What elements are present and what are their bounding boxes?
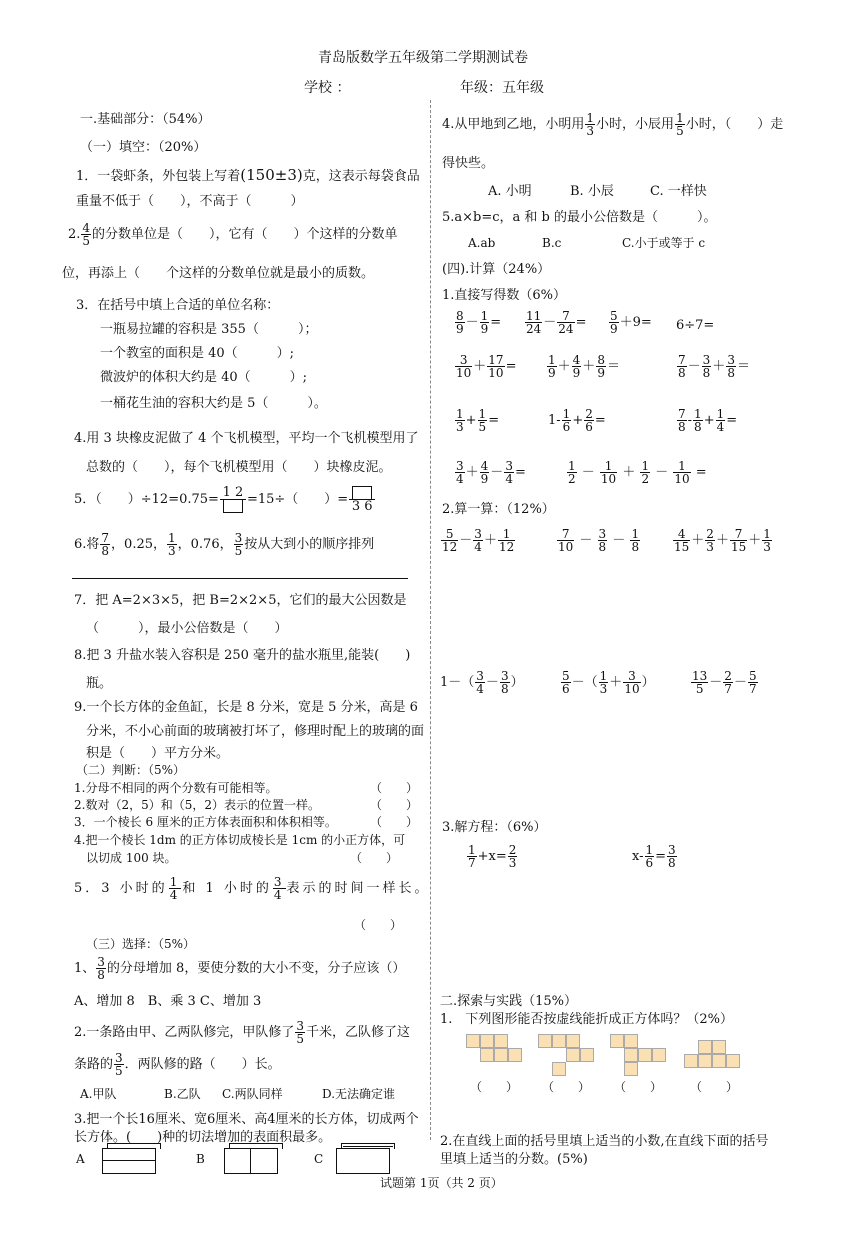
fill-heading: （一）填空：（20%） — [80, 140, 207, 155]
choice-q1-options: A、增加 8 B、乘 3 C、增加 3 — [74, 994, 262, 1009]
equation-2: x- $\frac{1}{6}$ = $\frac{3}{8}$ — [632, 843, 676, 870]
calc-s2-a: $\frac{5}{12}$ － $\frac{3}{4}$ ＋ $\frac{1}{12}$ — [442, 527, 515, 554]
fill-q7-line1: 7．把 A=2×3×5，把 B=2×2×5，它们的最大公因数是 — [74, 593, 407, 608]
fill-q9-line2: 分米，不小心前面的玻璃被打坏了，修理时配上的玻璃的面 — [86, 724, 425, 739]
calc-row-3a: $\frac{1}{3}$ + $\frac{1}{5}$ = — [456, 407, 500, 434]
page-title: 青岛版数学五年级第二学期测试卷 — [318, 50, 528, 66]
fill-q2-line1: 2. $\frac{4}{5}$ 的分数单位是（ ），它有（ ）个这样的分数单 — [68, 221, 398, 248]
choice-q4-opt-c[interactable]: C. 一样快 — [650, 184, 707, 199]
choice-q5-opt-a[interactable]: A.ab — [468, 236, 496, 250]
page-footer: 试题第 1页（共 2 页） — [380, 1176, 503, 1190]
choice-q3-opt-a[interactable]: A — [76, 1152, 85, 1166]
fill-q5: 5．（ ）÷12=0.75= 1 2 =15÷（ ）= 3 6 — [74, 486, 376, 513]
choice-q2-opt-a[interactable]: A.甲队 — [80, 1087, 117, 1101]
choice-q2-opt-d[interactable]: D.无法确定谁 — [322, 1087, 396, 1101]
judge-heading: （二）判断：（5%） — [76, 763, 186, 777]
choice-q4-line1: 4.从甲地到乙地，小明用 $\frac{1}{3}$ 小时，小辰用 $\frac{1}{5}$ 小时，（ ）走 — [442, 111, 784, 138]
fill-q3: 3．在括号中填上合适的单位名称： — [76, 298, 280, 313]
calc-s2-f: $\frac{13}{5}$ － $\frac{2}{7}$ － $\frac{5}{7}$ — [692, 669, 757, 696]
choice-q4-opt-b[interactable]: B. 小辰 — [570, 184, 614, 199]
net-3-paren[interactable]: （ ） — [614, 1080, 663, 1094]
choice-q5-opt-b[interactable]: B.c — [542, 236, 562, 250]
calc-row-3c: $\frac{7}{8}$ - $\frac{1}{8}$ + $\frac{1}{4}$ = — [678, 407, 738, 434]
calc-s2-b: $\frac{7}{10}$ － $\frac{3}{8}$ － $\frac{1}{8}$ — [558, 527, 640, 554]
judge-q5: 5．3 小时的 $\frac{1}{4}$ 和 1 小时的 $\frac{3}{4}$ 表示的时间一样长。 — [74, 875, 431, 902]
choice-q5-opt-c[interactable]: C.小于或等于 c — [622, 236, 706, 250]
fill-q4-line2: 总数的（ ），每个飞机模型用（ ）块橡皮泥。 — [86, 460, 392, 475]
choice-q5: 5.a×b=c，a 和 b 的最小公倍数是（ ）。 — [442, 210, 717, 225]
section-2-heading: 二.探索与实践（15%） — [440, 994, 578, 1009]
calc-s3-heading: 3.解方程：（6%） — [442, 820, 547, 835]
choice-q3-opt-b[interactable]: B — [196, 1152, 205, 1166]
calc-row-1c: $\frac{5}{9}$ ＋9= — [610, 309, 652, 336]
cuboid-b-diagram — [224, 1148, 278, 1174]
choice-q2-line2: 条路的 $\frac{3}{5}$ ．两队修的路（ ）长。 — [74, 1051, 281, 1078]
net-4-paren[interactable]: （ ） — [690, 1080, 739, 1094]
calc-s2-d: 1－（ $\frac{3}{4}$ － $\frac{3}{8}$ ） — [440, 669, 524, 696]
calc-row-1b: $\frac{11}{24}$ － $\frac{7}{24}$ = — [526, 309, 587, 336]
fill-q8-line2: 瓶。 — [86, 676, 113, 691]
column-divider — [430, 100, 431, 1140]
explore-q2-line2: 里填上适当的分数。(5%) — [440, 1152, 588, 1167]
calc-row-1a: $\frac{8}{9}$ － $\frac{1}{9}$ = — [456, 309, 502, 336]
choice-q3-opt-c[interactable]: C — [314, 1152, 324, 1166]
judge-q4-line1: 4.把一个棱长 1dm 的正方体切成棱长是 1cm 的小正方体，可 — [74, 833, 406, 847]
grade-label: 年级：五年级 — [460, 80, 544, 96]
section-1-heading: 一.基础部分：（54%） — [80, 112, 211, 127]
choice-q3-line1: 3.把一个长16厘米、宽6厘米、高4厘米的长方体，切成两个 — [74, 1112, 419, 1127]
judge-q5-paren[interactable]: （ ） — [354, 918, 403, 932]
choice-q1: 1、 $\frac{3}{8}$ 的分母增加 8，要使分数的大小不变，分子应该（） — [74, 955, 406, 982]
fill-q9-line1: 9.一个长方体的金鱼缸，长是 8 分米，宽是 5 分米，高是 6 — [74, 700, 418, 715]
judge-q1-paren[interactable]: （ ） — [370, 781, 419, 795]
judge-q3: 3．一个棱长 6 厘米的正方体表面积和体积相等。 — [74, 815, 337, 829]
fill-q8-line1: 8.把 3 升盐水装入容积是 250 毫升的盐水瓶里,能装( ) — [74, 648, 411, 663]
choice-q3-line2: 长方体。( )种的切法增加的表面积最多。 — [74, 1130, 332, 1145]
choice-q2-opt-c[interactable]: C.两队同样 — [222, 1087, 283, 1101]
fill-q3a: 一瓶易拉罐的容积是 355（ ）； — [100, 322, 318, 337]
fill-q6: 6.将 $\frac{7}{8}$ ，0.25， $\frac{1}{3}$ ，0.76， $\frac{3}{5}$ 按从大到小的顺序排列 — [74, 531, 375, 558]
fill-q2-line2: 位，再添上（ 个这样的分数单位就是最小的质数。 — [62, 266, 375, 281]
calc-row-4a: $\frac{3}{4}$ ＋ $\frac{4}{9}$ － $\frac{3}{4}$ = — [456, 459, 526, 486]
calc-row-2a: $\frac{3}{10}$ ＋ $\frac{17}{10}$ = — [456, 353, 517, 380]
fill-q3b: 一个教室的面积是 40（ ）; — [100, 346, 295, 361]
calc-row-1d: 6÷7= — [676, 318, 715, 333]
calc-s2-e: $\frac{5}{6}$ －（ $\frac{1}{3}$ ＋ $\frac{3}{10}$ ） — [562, 669, 655, 696]
fill-q4-line1: 4.用 3 块橡皮泥做了 4 个飞机模型，平均一个飞机模型用了 — [74, 431, 419, 446]
cuboid-c-diagram — [336, 1148, 390, 1174]
calc-row-3b: 1- $\frac{1}{6}$ + $\frac{2}{6}$ = — [548, 407, 606, 434]
fill-q3d: 一桶花生油的容积大约是 5（ ）。 — [100, 396, 327, 411]
net-2-paren[interactable]: （ ） — [542, 1080, 591, 1094]
calc-row-4b: $\frac{1}{2}$ － $\frac{1}{10}$ ＋ $\frac{1}{2}$ － $\frac{1}{10}$ = — [568, 459, 707, 486]
calc-row-2c: $\frac{7}{8}$ － $\frac{3}{8}$ ＋ $\frac{3}{8}$ ＝ — [678, 353, 750, 380]
choice-q4-line2: 得快些。 — [442, 156, 495, 171]
judge-q2-paren[interactable]: （ ） — [370, 798, 419, 812]
fill-q1-line2: 重量不低于（ ），不高于（ ） — [76, 194, 304, 209]
judge-q4-line2: 以切成 100 块。 — [86, 851, 177, 865]
calc-s2-heading: 2.算一算：（12%） — [442, 502, 555, 517]
fill-q9-line3: 积是（ ）平方分米。 — [86, 746, 230, 761]
answer-line[interactable] — [72, 578, 408, 579]
judge-q2: 2.数对（2，5）和（5，2）表示的位置一样。 — [74, 798, 320, 812]
net-1-paren[interactable]: （ ） — [470, 1080, 519, 1094]
judge-q4-paren[interactable]: （ ） — [350, 851, 399, 865]
explore-q1: 1. 下列图形能否按虚线能折成正方体吗？（2%） — [440, 1012, 734, 1027]
fill-q1-line1: 1．一袋虾条，外包装上写着(150±3)克，这表示每袋食品 — [76, 166, 420, 184]
choice-heading: （三）选择：（5%） — [86, 937, 196, 951]
explore-q2-line1: 2.在直线上面的括号里填上适当的小数,在直线下面的括号 — [440, 1134, 769, 1149]
school-label: 学校 ： — [304, 80, 351, 96]
calc-heading: (四).计算（24%） — [442, 262, 551, 277]
choice-q4-opt-a[interactable]: A. 小明 — [488, 184, 532, 199]
calc-direct-heading: 1.直接写得数（6%） — [442, 288, 567, 303]
fill-q7-line2: （ ），最小公倍数是（ ） — [86, 621, 288, 636]
equation-1: $\frac{1}{7}$ +x= $\frac{2}{3}$ — [468, 843, 517, 870]
cuboid-a-diagram — [102, 1148, 156, 1174]
choice-q2-line1: 2.一条路由甲、乙两队修完，甲队修了 $\frac{3}{5}$ 千米，乙队修了这 — [74, 1019, 411, 1046]
calc-s2-c: $\frac{4}{15}$ ＋ $\frac{2}{3}$ ＋ $\frac{7}{15}$ ＋ $\frac{1}{3}$ — [674, 527, 771, 554]
judge-q1: 1.分母不相同的两个分数有可能相等。 — [74, 781, 278, 795]
judge-q3-paren[interactable]: （ ） — [370, 815, 419, 829]
fill-q3c: 微波炉的体积大约是 40（ ）; — [100, 370, 308, 385]
calc-row-2b: $\frac{1}{9}$ ＋ $\frac{4}{9}$ ＋ $\frac{8}{9}$ ＝ — [548, 353, 620, 380]
choice-q2-opt-b[interactable]: B.乙队 — [164, 1087, 201, 1101]
